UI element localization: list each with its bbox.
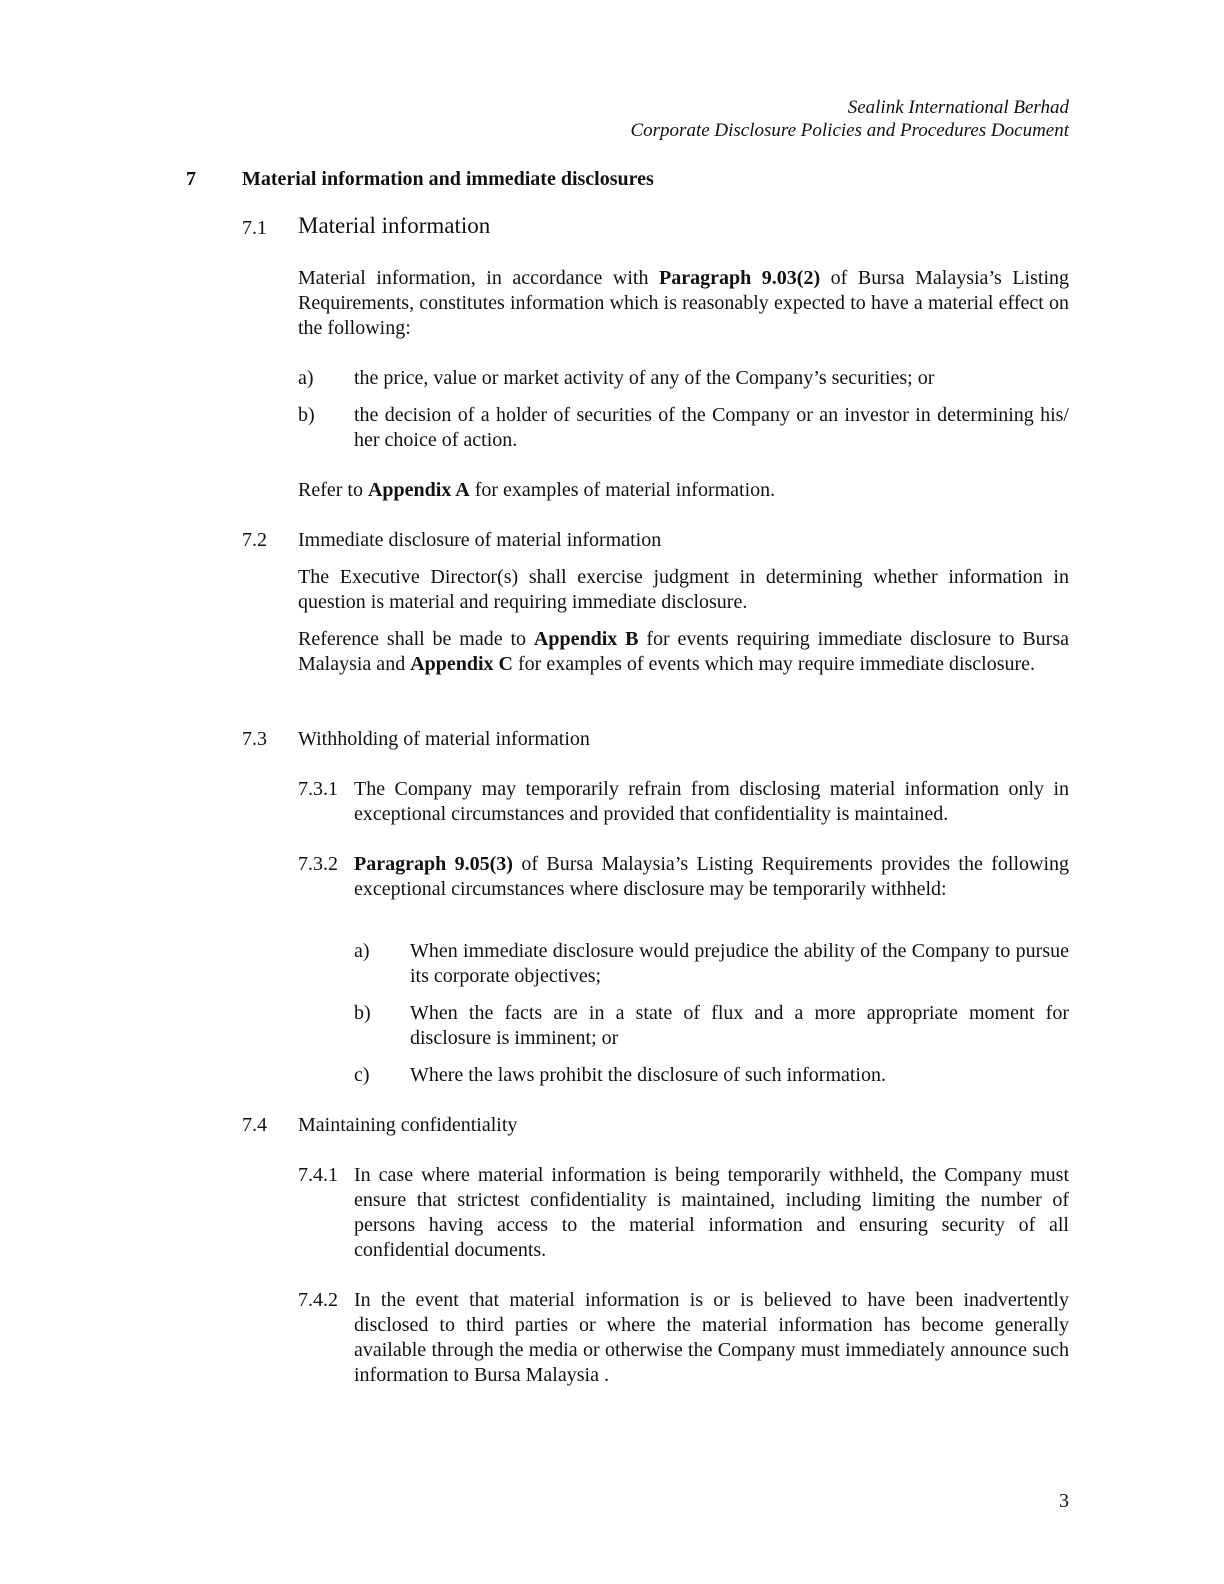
list-item-a: the price, value or market activity of any of the Company’s securities; or [354,367,935,389]
header-document-title: Corporate Disclosure Policies and Procedures Document [630,120,1069,141]
text-segment: for examples of events which may require immediate disclosure. [513,653,1036,675]
paragraph-reference-appendices [298,627,1069,677]
paragraph-refer-appendix-a [298,478,1069,503]
clause-7-3-1-text: The Company may temporarily refrain from disclosing material information only in exceptional circumstances and provided that confidentiality is maintained. [354,778,1069,825]
text-segment: Reference shall be made to [298,628,534,650]
clause-7-3-2-text [354,852,1069,902]
clause-7-3-1-number: 7.3.1 [298,778,338,800]
clause-7-4-1-text: In case where material information is being temporarily withheld, the Company must ensure that strictest confidentiality is maintained, including limiting the number of persons having access to the material information and ensuring security of all confidential documents. [354,1164,1069,1261]
text-segment: Material information, in accordance with [298,267,660,289]
clause-7-3-2-number: 7.3.2 [298,853,338,875]
text-segment: for events requiring immediate disclosure to Bursa Malaysia and [298,628,1069,675]
subsection-7-4-title: Maintaining confidentiality [298,1114,518,1136]
clause-7-4-2-text: In the event that material information is or is believed to have been inadvertently disclosed to third parties or where the material information has become generally available through the media or otherwise the Company must immediately announce such information to Bursa Malaysia . [354,1289,1069,1386]
list-label-b: b) [354,1002,371,1024]
section-number: 7 [186,168,196,190]
subsection-7-2-number: 7.2 [242,529,267,551]
list-item-c: Where the laws prohibit the disclosure of such information. [410,1064,886,1086]
list-label-c: c) [354,1064,370,1086]
list-label-a: a) [354,940,370,962]
subsection-7-3-number: 7.3 [242,728,267,750]
text-segment: of Bursa Malaysia’s Listing Requirements provides the following exceptional circumstances where disclosure may be temporarily withheld: [354,853,1069,900]
text-segment: of Bursa Malaysia’s Listing Requirements, constitutes information which is reasonably expected to have a material effect on the following: [298,267,1070,339]
reference-appendix-c: Appendix C [410,653,513,675]
subsection-7-4-number: 7.4 [242,1114,267,1136]
clause-7-4-1-number: 7.4.1 [298,1164,338,1186]
list-label-b: b) [298,404,315,426]
subsection-7-1-number: 7.1 [242,217,267,239]
document-header [630,96,1069,142]
paragraph-executive-directors: The Executive Director(s) shall exercise judgment in determining whether information in question is material and requiring immediate disclosure. [298,566,1069,613]
text-segment: for examples of material information. [469,479,776,501]
section-title: Material information and immediate disclosures [242,168,654,190]
subsection-7-2-title: Immediate disclosure of material information [298,529,662,551]
list-item-b: When the facts are in a state of flux and a more appropriate moment for disclosure is imminent; or [410,1002,1069,1049]
header-company: Sealink International Berhad [847,97,1069,118]
subsection-7-1-title: Material information [298,213,491,238]
reference-appendix-a: Appendix A [367,479,470,501]
list-item-b: the decision of a holder of securities of the Company or an investor in determining his/ her choice of action. [354,404,1069,451]
paragraph-material-information [298,266,1069,341]
list-item-a: When immediate disclosure would prejudice the ability of the Company to pursue its corporate objectives; [410,940,1069,987]
page-number: 3 [1059,1490,1069,1512]
reference-paragraph-9-03-2: Paragraph 9.03(2) [659,267,821,289]
text-segment: Refer to [298,479,368,501]
subsection-7-3-title: Withholding of material information [298,728,590,750]
reference-paragraph-9-05-3: Paragraph 9.05(3) [354,853,513,875]
clause-7-4-2-number: 7.4.2 [298,1289,338,1311]
reference-appendix-b: Appendix B [533,628,639,650]
list-label-a: a) [298,367,314,389]
